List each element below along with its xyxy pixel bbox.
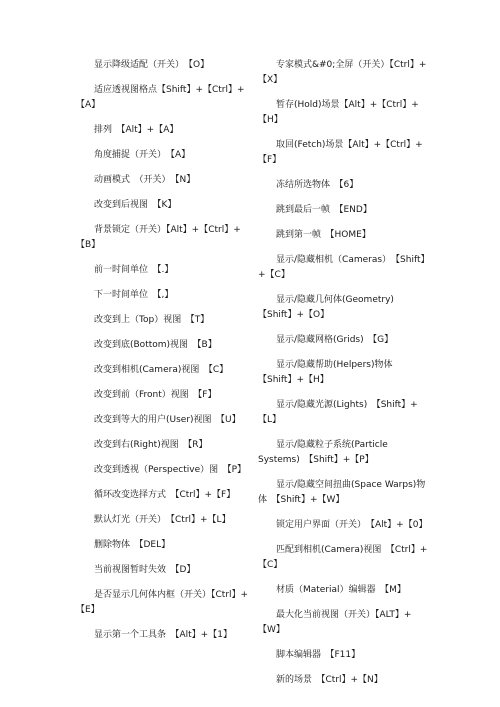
shortcut-text-line: 跳到第一帧 【HOME】 xyxy=(258,230,371,240)
shortcut-entry xyxy=(76,223,254,253)
shortcut-text-line: 锁定用户界面（开关） 【Alt】+【0】 xyxy=(258,520,428,530)
shortcut-entry xyxy=(258,293,428,323)
shortcut-text-line: 显示/隐藏粒子系统(Particle xyxy=(258,440,388,450)
shortcut-text-line: 角度捕捉（开关） 【A】 xyxy=(76,150,191,160)
shortcut-text-line: 显示/隐藏空间扭曲(Space Warps)物 xyxy=(258,480,426,490)
shortcut-entry xyxy=(76,513,254,528)
shortcut-text-line: 暂存(Hold)场景【Alt】+【Ctrl】+【H】 xyxy=(258,100,419,125)
shortcut-entry xyxy=(258,98,428,128)
shortcut-text-line: 显示/隐藏几何体(Geometry) xyxy=(258,295,394,305)
shortcut-text-line: 【A】 xyxy=(76,100,101,110)
shortcut-text-line: 冻结所选物体 【6】 xyxy=(258,180,359,190)
shortcut-entry xyxy=(258,58,428,88)
shortcut-entry xyxy=(76,288,254,303)
shortcut-text-line: 【Shift】+【H】 xyxy=(258,375,329,385)
shortcut-entry xyxy=(258,543,428,573)
shortcut-entry xyxy=(258,228,428,243)
shortcut-entry xyxy=(76,588,254,618)
shortcut-text-line: 新的场景 【Ctrl】+【N】 xyxy=(258,675,383,685)
shortcut-text-line: 匹配到相机(Camera)视图 【Ctrl】+ xyxy=(258,545,428,555)
shortcut-text-line: 专家模式&#0;全屏（开关）【Ctrl】+ xyxy=(258,60,427,70)
shortcut-text-line: 显示/隐藏网格(Grids) 【G】 xyxy=(258,335,394,345)
shortcut-text-line: 改变到右(Right)视图 【R】 xyxy=(76,440,208,450)
shortcut-text-line: 最大化当前视图（开关）【ALT】+【W】 xyxy=(258,610,412,635)
shortcut-entry xyxy=(76,363,254,378)
shortcut-entry xyxy=(76,338,254,353)
shortcut-text-line: 适应透视图格点【Shift】+【Ctrl】+ xyxy=(76,85,245,95)
shortcut-text-line: 材质（Material）编辑器 【M】 xyxy=(258,585,406,595)
shortcut-text-line: Systems) 【Shift】+【P】 xyxy=(258,455,374,465)
shortcut-text-line: 前一时间单位 【.】 xyxy=(76,265,174,275)
shortcut-entry xyxy=(76,438,254,453)
shortcut-text-line: 改变到等大的用户(User)视图 【U】 xyxy=(76,415,241,425)
shortcut-entry xyxy=(76,463,254,478)
shortcut-text-line: 改变到后视图 【K】 xyxy=(76,200,177,210)
shortcut-entry xyxy=(76,388,254,403)
shortcut-entry xyxy=(76,173,254,188)
shortcut-text-line: 删除物体 【DEL】 xyxy=(76,540,171,550)
shortcut-entry xyxy=(258,518,428,533)
shortcut-entry xyxy=(76,148,254,163)
shortcut-text-line: 【E】 xyxy=(76,605,100,615)
shortcut-text-line: 默认灯光（开关） 【Ctrl】+【L】 xyxy=(76,515,231,525)
shortcut-entry xyxy=(258,478,428,508)
shortcut-text-line: 改变到前（Front）视图 【F】 xyxy=(76,390,217,400)
shortcut-entry xyxy=(76,563,254,578)
shortcut-text-line: 【X】 xyxy=(258,75,283,85)
shortcut-text-line: 显示降级适配（开关） 【O】 xyxy=(76,60,210,70)
shortcut-entry xyxy=(76,488,254,503)
shortcut-text-line: 动画模式 （开关） 【N】 xyxy=(76,175,196,185)
shortcut-entry xyxy=(258,673,428,688)
shortcut-text-line: 【L】 xyxy=(258,415,282,425)
shortcut-text-line: 排列 【Alt】+【A】 xyxy=(76,125,179,135)
shortcut-text-line: 是否显示几何体内框（开关）【Ctrl】+ xyxy=(76,590,249,600)
shortcut-entry xyxy=(258,253,428,283)
shortcut-text-line: 改变到底(Bottom)视图 【B】 xyxy=(76,340,217,350)
shortcut-text-line: 体 【Shift】+【W】 xyxy=(258,495,345,505)
shortcut-entry xyxy=(258,608,428,638)
shortcut-entry xyxy=(76,413,254,428)
right-column xyxy=(258,58,428,698)
shortcut-text-line: 显示第一个工具条 【Alt】+【1】 xyxy=(76,630,232,640)
left-column xyxy=(76,58,254,653)
shortcut-text-line: 显示/隐藏帮助(Helpers)物体 xyxy=(258,360,393,370)
shortcut-text-line: 【C】 xyxy=(258,560,283,570)
shortcut-entry xyxy=(76,538,254,553)
shortcut-entry xyxy=(258,583,428,598)
shortcut-entry xyxy=(76,628,254,643)
shortcut-entry xyxy=(76,58,254,73)
shortcut-text-line: 下一时间单位 【,】 xyxy=(76,290,174,300)
shortcut-text-line: 【Shift】+【O】 xyxy=(258,310,330,320)
shortcut-entry xyxy=(258,333,428,348)
shortcut-text-line: 脚本编辑器 【F11】 xyxy=(258,650,361,660)
shortcut-entry xyxy=(258,203,428,218)
shortcut-text-line: 背景锁定（开关）【Alt】+【Ctrl】+【B】 xyxy=(76,225,241,250)
shortcut-text-line: 循环改变选择方式 【Ctrl】+【F】 xyxy=(76,490,236,500)
shortcut-text-line: 改变到上（Top）视图 【T】 xyxy=(76,315,210,325)
shortcut-entry xyxy=(76,198,254,213)
shortcut-text-line: 改变到透视（Perspective）图 【P】 xyxy=(76,465,247,475)
shortcut-text-line: 取回(Fetch)场景【Alt】+【Ctrl】+【F】 xyxy=(258,140,423,165)
shortcut-entry xyxy=(258,398,428,428)
shortcut-text-line: +【C】 xyxy=(258,270,290,280)
shortcut-text-line: 显示/隐藏光源(Lights) 【Shift】+ xyxy=(258,400,418,410)
shortcut-text-line: 显示/隐藏相机（Cameras） 【Shift】 xyxy=(258,255,430,265)
shortcut-entry xyxy=(258,138,428,168)
shortcut-entry xyxy=(258,358,428,388)
shortcut-entry xyxy=(258,438,428,468)
shortcut-entry xyxy=(76,263,254,278)
shortcut-entry xyxy=(76,123,254,138)
shortcut-entry xyxy=(258,178,428,193)
shortcut-entry xyxy=(76,313,254,328)
shortcut-text-line: 改变到相机(Camera)视图 【C】 xyxy=(76,365,229,375)
shortcut-entry xyxy=(258,648,428,663)
shortcut-text-line: 当前视图暂时失效 【D】 xyxy=(76,565,196,575)
shortcut-text-line: 跳到最后一帧 【END】 xyxy=(258,205,372,215)
shortcut-entry xyxy=(76,83,254,113)
